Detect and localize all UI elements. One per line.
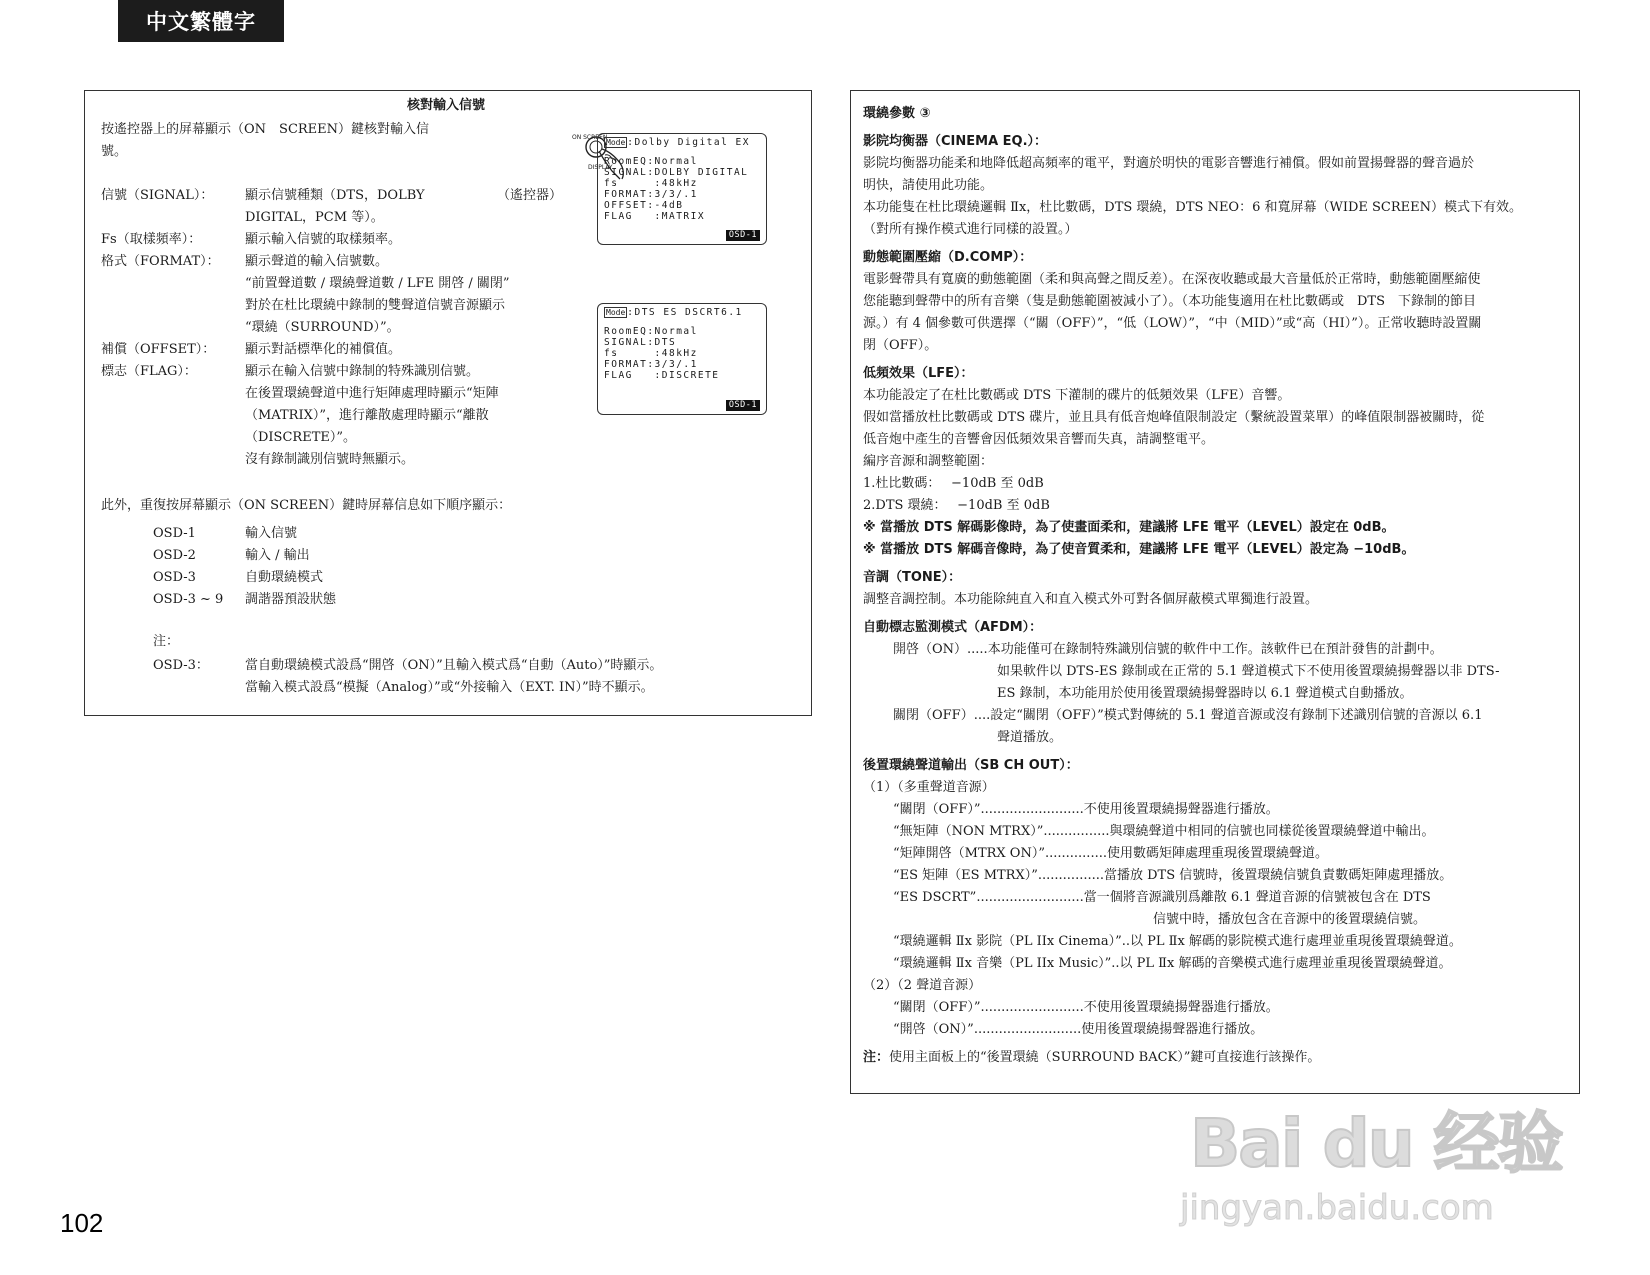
osd-line: RoomEQ:Normal — [604, 156, 698, 167]
lfe-recommendation: ※ 當播放 DTS 解碼影像時，為了使畫面柔和，建議將 LFE 電平（LEVEL）設定在 0dB。 — [863, 520, 1395, 535]
flag-label: 標志（FLAG）： — [101, 364, 197, 379]
language-tab: 中文繁體字 — [118, 0, 284, 42]
osd-list-value: 自動環繞模式 — [245, 570, 324, 585]
afdm-heading: 自動標志監測模式（AFDM）： — [863, 620, 1043, 635]
osd-list-value: 調諧器預設狀態 — [245, 592, 337, 607]
lfe-range: 2.DTS 環繞： −10dB 至 0dB — [863, 498, 1050, 513]
osd-line: SIGNAL:DOLBY DIGITAL — [604, 167, 749, 178]
afdm-text: 開啓（ON）.....本功能僅可在錄制特殊識別信號的軟件中工作。該軟件已在預計發售的計劃中。 — [893, 642, 1443, 657]
osd-list-value: 輸入 / 輸出 — [245, 548, 310, 563]
osd-list-value: 輸入信號 — [245, 526, 298, 541]
note-text: 使用主面板上的“後置環繞（SURROUND BACK）”鍵可直接進行該操作。 — [889, 1050, 1321, 1065]
format-desc-2: “前置聲道數 / 環繞聲道數 / LFE 開啓 / 關閉” — [245, 276, 510, 291]
osd-line: FORMAT:3/3/.1 — [604, 359, 698, 370]
format-label: 格式（FORMAT）： — [101, 254, 220, 269]
osd-screen-dolby — [597, 133, 767, 245]
tone-text: 調整音調控制。本功能除純直入和直入模式外可對各個屏蔽模式單獨進行設置。 — [863, 592, 1319, 607]
afdm-text: 聲道播放。 — [997, 730, 1063, 745]
page-number: 102 — [60, 1208, 104, 1238]
lfe-range: 1.杜比數碼： −10dB 至 0dB — [863, 476, 1044, 491]
sb-ch-out-option: “關閉（OFF）”.........................不使用後置環繞揚聲器進行播放。 — [893, 1000, 1279, 1015]
dcomp-text: 源。）有 4 個參數可供選擇（“關（OFF）”，“低（LOW）”，“中（MID）”或“高（HI）”）。正常收聽時設置關 — [863, 316, 1482, 331]
sb-ch-out-option: “ES DSCRT”..........................當一個將音源識別爲離散 6.1 聲道音源的信號被包含在 DTS — [893, 890, 1431, 905]
fs-label: Fs（取樣頻率）： — [101, 232, 202, 247]
check-input-signal-panel — [84, 90, 812, 716]
osd-line: fs :48kHz — [604, 178, 698, 189]
remote-button-bottom-label: DISPLAY — [588, 164, 613, 171]
osd-page-tag: OSD-1 — [726, 400, 760, 411]
afdm-text: 關閉（OFF）....設定“關閉（OFF）”模式對傳統的 5.1 聲道音源或沒有錄制下述識別信號的音源以 6.1 — [893, 708, 1483, 723]
intro-line-1: 按遙控器上的屏幕顯示（ON SCREEN）鍵核對輸入信 — [101, 122, 430, 137]
sb-ch-out-option: 信號中時，播放包含在音源中的後置環繞信號。 — [1153, 912, 1427, 927]
sb-ch-out-option: “開啓（ON）”..........................使用後置環繞揚聲器進行播放。 — [893, 1022, 1264, 1037]
flag-desc-2: 在後置環繞聲道中進行矩陣處理時顯示“矩陣 — [245, 386, 499, 401]
remote-label: （遙控器） — [497, 188, 563, 203]
sb-ch-out-group: （1）（多重聲道音源） — [863, 780, 995, 795]
dcomp-text: 您能聽到聲帶中的所有音樂（隻是動態範圍被減小了）。（本功能隻適用在杜比數碼或 DTS 下錄制的節目 — [863, 294, 1477, 309]
offset-label: 補償（OFFSET）： — [101, 342, 216, 357]
format-desc-3: 對於在杜比環繞中錄制的雙聲道信號音源顯示 — [245, 298, 506, 313]
intro-line-2: 號。 — [101, 144, 128, 159]
osd-line: FLAG :MATRIX — [604, 211, 706, 222]
signal-desc-2: DIGITAL，PCM 等）。 — [245, 210, 384, 225]
offset-desc: 顯示對話標準化的補償值。 — [245, 342, 402, 357]
dcomp-text: 電影聲帶具有寬廣的動態範圍（柔和與高聲之間反差）。在深夜收聽或最大音量低於正常時，動態範圍壓縮使 — [863, 272, 1481, 287]
lfe-recommendation: ※ 當播放 DTS 解碼音像時，為了使音質柔和，建議將 LFE 電平（LEVEL）設定為 −10dB。 — [863, 542, 1415, 557]
flag-desc-3: （MATRIX）”，進行離散處理時顯示“離散 — [245, 408, 489, 423]
osd-screen-dts — [597, 303, 767, 415]
format-desc-1: 顯示聲道的輸入信號數。 — [245, 254, 389, 269]
watermark-brand: Bai du 经验 — [1190, 1105, 1562, 1182]
lfe-text: 假如當播放杜比數碼或 DTS 碟片，並且具有低音炮峰值限制設定（繫統設置菜單）的峰值限制器被關時，從 — [863, 410, 1485, 425]
osd-list-key: OSD-3 — [153, 570, 196, 585]
sb-ch-out-option: “矩陣開啓（MTRX ON）”...............使用數碼矩陣處理重現後置環繞聲道。 — [893, 846, 1328, 861]
panel-title: 核對輸入信號 — [407, 98, 486, 113]
repeat-text: 此外，重復按屏幕顯示（ON SCREEN）鍵時屏幕信息如下順序顯示： — [101, 498, 512, 513]
sb-ch-out-option: “關閉（OFF）”.........................不使用後置環繞揚聲器進行播放。 — [893, 802, 1279, 817]
osd-line: FLAG :DISCRETE — [604, 370, 720, 381]
osd-list-key: OSD-1 — [153, 526, 196, 541]
cinema-eq-text: 明快，請使用此功能。 — [863, 178, 994, 193]
flag-desc-5: 沒有錄制識別信號時無顯示。 — [245, 452, 415, 467]
osd-mode-label: Mode — [606, 138, 626, 147]
osd-line: RoomEQ:Normal — [604, 326, 698, 337]
note-label: 注： — [153, 634, 180, 649]
lfe-text: 低音炮中產生的音響會因低頻效果音響而失真，請調整電平。 — [863, 432, 1215, 447]
note-key: OSD-3： — [153, 658, 209, 673]
note-line-1: 當自動環繞模式設爲“開啓（ON）”且輸入模式爲“自動（Auto）”時顯示。 — [245, 658, 663, 673]
osd-list-key: OSD-3 ~ 9 — [153, 592, 224, 607]
osd-line: fs :48kHz — [604, 348, 698, 359]
remote-button-top-label: ON SCREEN — [572, 134, 608, 141]
afdm-text: ES 錄制，本功能用於使用後置環繞揚聲器時以 6.1 聲道模式自動播放。 — [997, 686, 1413, 701]
osd-mode-value: :DTS ES DSCRT6.1 — [627, 307, 743, 318]
sb-ch-out-option: “無矩陣（NON MTRX）”................與環繞聲道中相同的信號也同樣從後置環繞聲道中輸出。 — [893, 824, 1435, 839]
osd-mode-label: Mode — [606, 308, 626, 317]
format-desc-4: “環繞（SURROUND）”。 — [245, 320, 400, 335]
osd-line: OFFSET:-4dB — [604, 200, 684, 211]
fs-desc: 顯示輸入信號的取樣頻率。 — [245, 232, 402, 247]
signal-label: 信號（SIGNAL）： — [101, 188, 214, 203]
cinema-eq-heading: 影院均衡器（CINEMA EQ.）： — [863, 134, 1048, 149]
sb-ch-out-option: “環繞邏輯 Ⅱx 音樂（PL IIx Music）”..以 PL Ⅱx 解碼的音樂模式進行處理並重現後置環繞聲道。 — [893, 956, 1452, 971]
signal-desc-1: 顯示信號種類（DTS，DOLBY — [245, 188, 425, 203]
lfe-text: 編序音源和調整範圍： — [863, 454, 994, 469]
osd-line: FORMAT:3/3/.1 — [604, 189, 698, 200]
osd-line: SIGNAL:DTS — [604, 337, 677, 348]
lfe-text: 本功能設定了在杜比數碼或 DTS 下灌制的碟片的低頻效果（LFE）音響。 — [863, 388, 1291, 403]
dcomp-text: 閉（OFF）。 — [863, 338, 938, 353]
baidu-watermark — [1180, 1090, 1600, 1250]
note-line-2: 當輸入模式設爲“模擬（Analog）”或“外接輸入（EXT. IN）”時不顯示。 — [245, 680, 654, 695]
cinema-eq-text: 影院均衡器功能柔和地降低超高頻率的電平，對適於明快的電影音響進行補償。假如前置揚聲器的聲音過於 — [863, 156, 1475, 171]
dcomp-heading: 動態範圍壓縮（D.COMP）： — [863, 250, 1033, 265]
flag-desc-1: 顯示在輸入信號中錄制的特殊識別信號。 — [245, 364, 480, 379]
sb-ch-out-heading: 後置環繞聲道輸出（SB CH OUT）： — [863, 758, 1079, 773]
panel-title: 環繞參數 ③ — [863, 106, 931, 121]
cinema-eq-text: （對所有操作模式進行同樣的設置。） — [863, 222, 1078, 237]
osd-mode-value: :Dolby Digital EX — [627, 137, 750, 148]
cinema-eq-text: 本功能隻在杜比環繞邏輯 Ⅱx，杜比數碼，DTS 環繞，DTS NEO：6 和寬屏幕（WIDE SCREEN）模式下有效。 — [863, 200, 1523, 215]
osd-list-key: OSD-2 — [153, 548, 196, 563]
note-label: 注： — [863, 1050, 890, 1065]
tone-heading: 音調（TONE）： — [863, 570, 962, 585]
watermark-url: jingyan.baidu.com — [1180, 1188, 1494, 1228]
sb-ch-out-option: “環繞邏輯 Ⅱx 影院（PL IIx Cinema）”..以 PL Ⅱx 解碼的影院模式進行處理並重現後置環繞聲道。 — [893, 934, 1462, 949]
sb-ch-out-option: “ES 矩陣（ES MTRX）”................當播放 DTS 信號時，後置環繞信號負責數碼矩陣處理播放。 — [893, 868, 1453, 883]
lfe-heading: 低頻效果（LFE）： — [863, 366, 974, 381]
surround-parameters-panel — [850, 90, 1580, 1094]
flag-desc-4: （DISCRETE）”。 — [245, 430, 356, 445]
sb-ch-out-group: （2）（2 聲道音源） — [863, 978, 982, 993]
osd-page-tag: OSD-1 — [726, 230, 760, 241]
afdm-text: 如果軟件以 DTS-ES 錄制或在正常的 5.1 聲道模式下不使用後置環繞揚聲器以非 DTS- — [997, 664, 1500, 679]
